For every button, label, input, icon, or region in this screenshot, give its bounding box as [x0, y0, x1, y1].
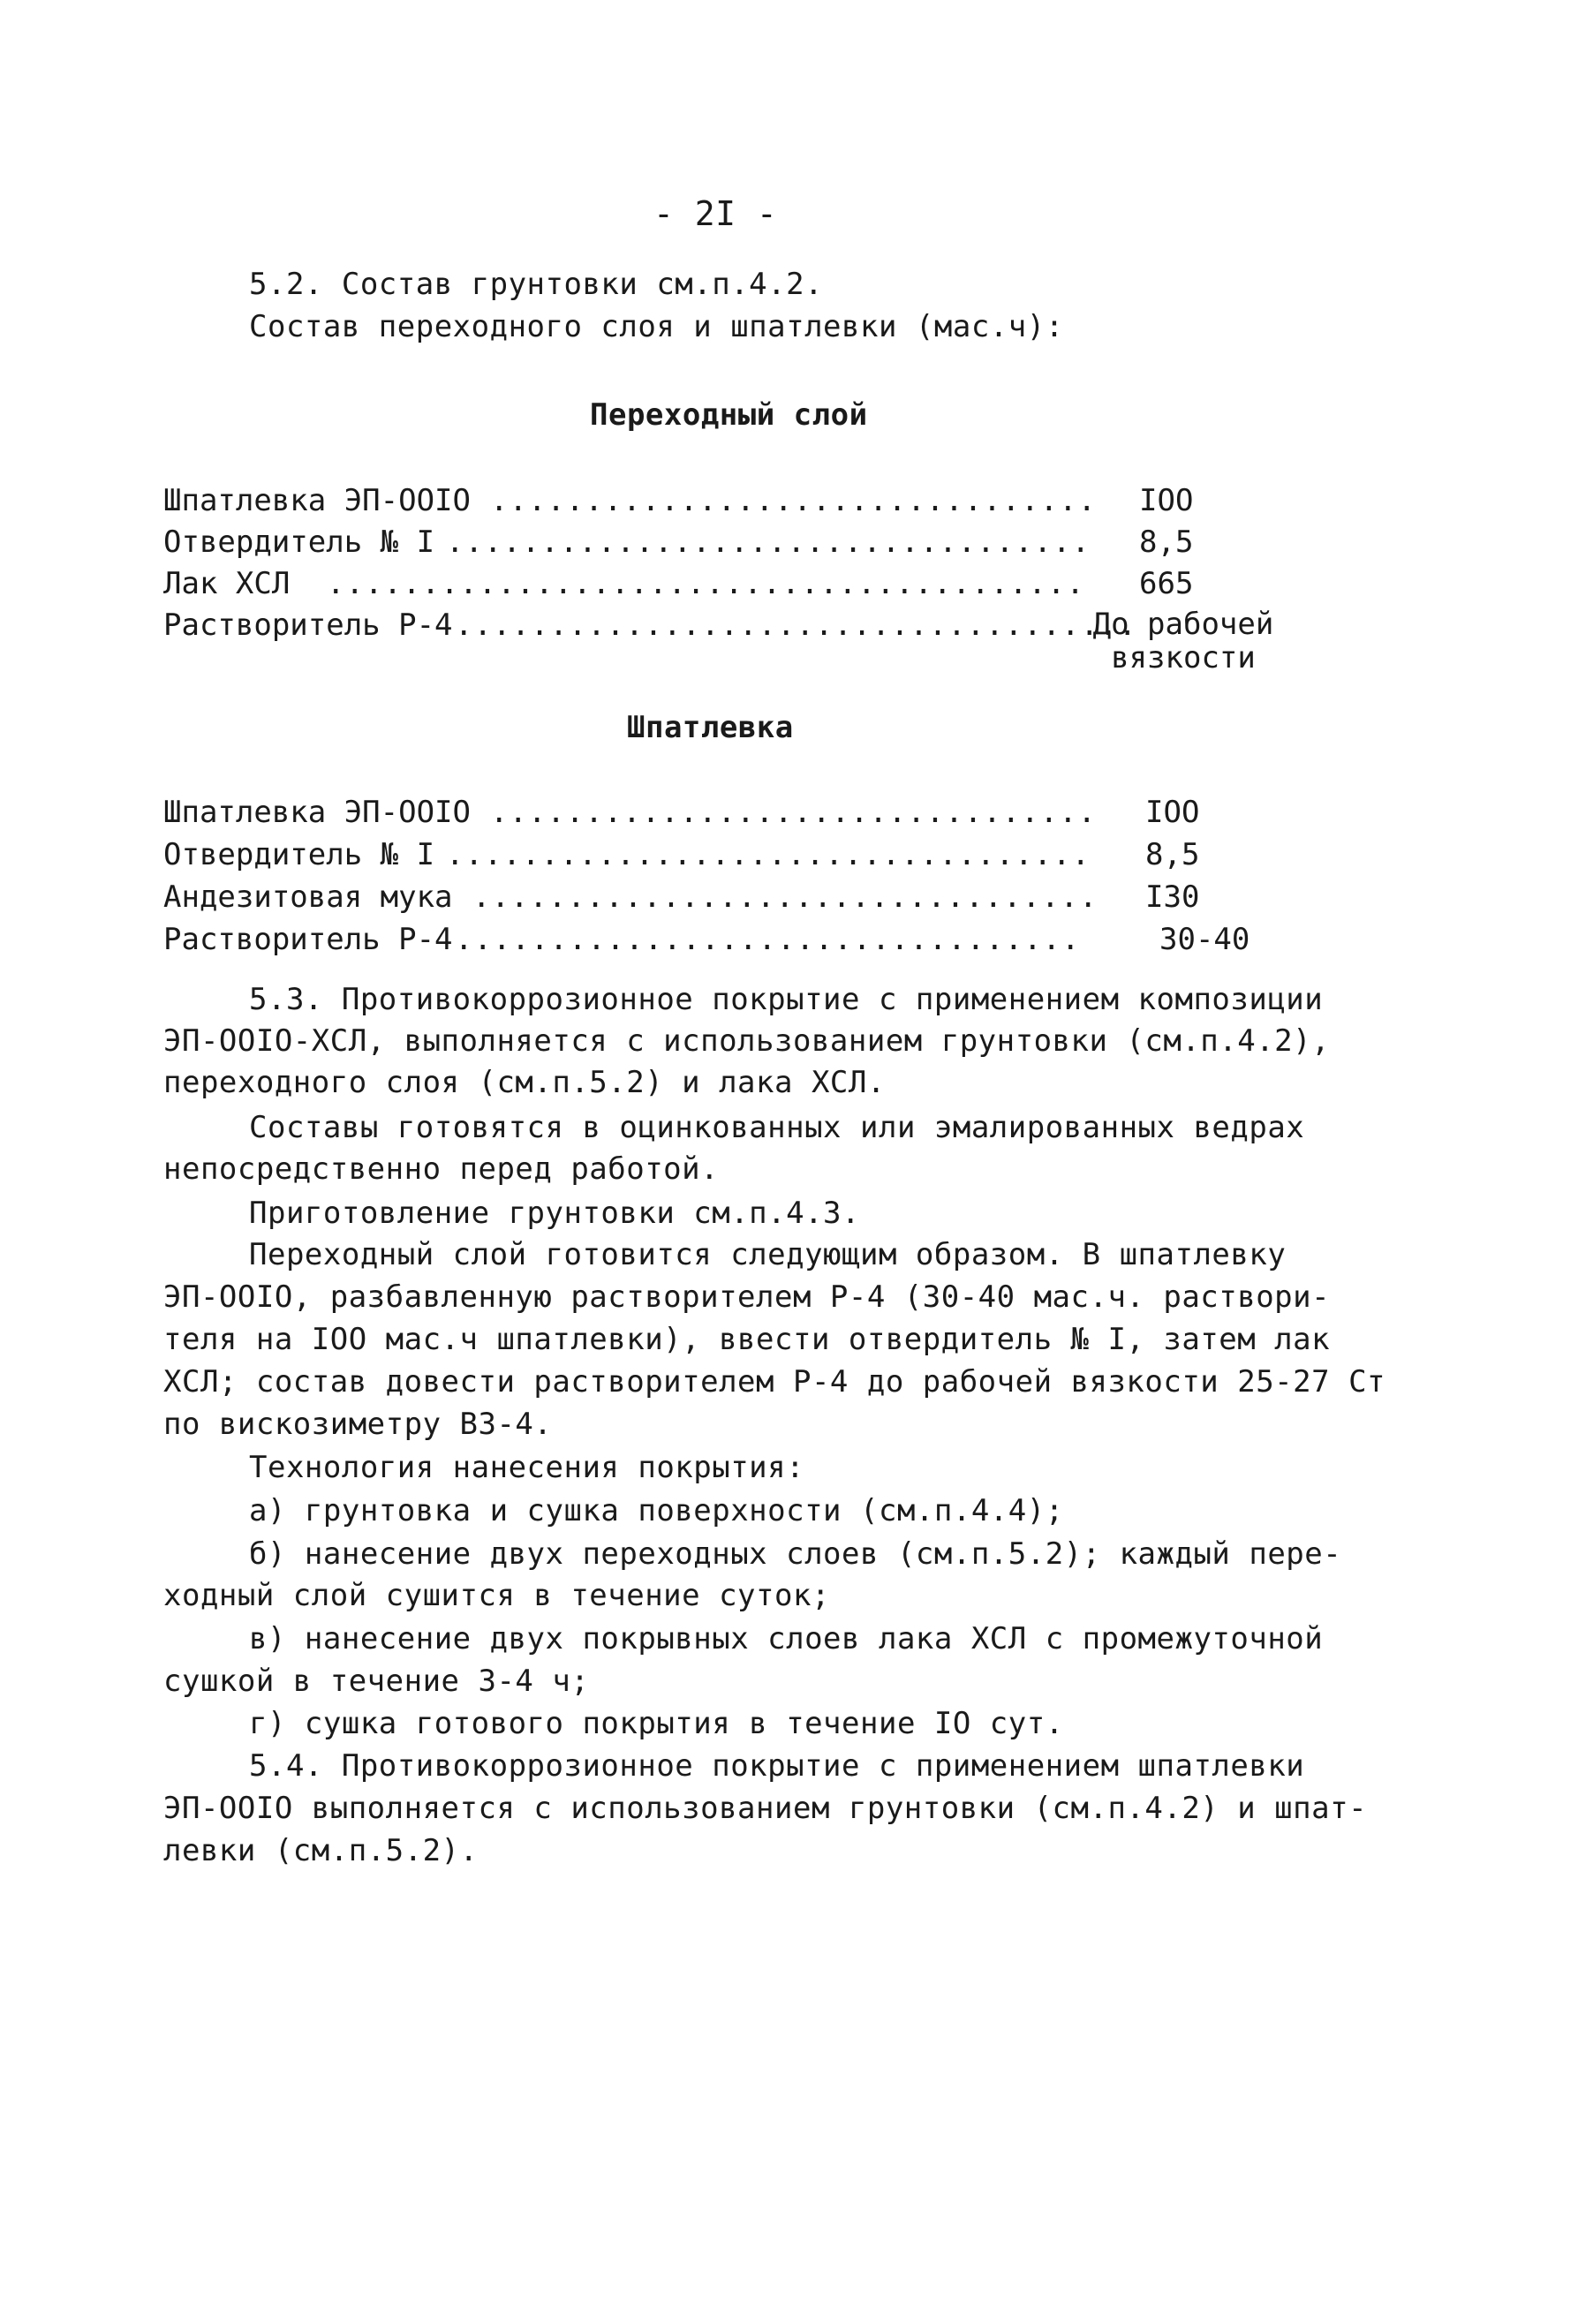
recipe-value: IOO [1139, 483, 1194, 518]
recipe-row [163, 918, 1276, 961]
recipe-value-line-2: вязкости [1111, 640, 1256, 675]
recipe-value-line-1: До рабочей [1092, 607, 1274, 642]
body-line: Технология нанесения покрытия: [249, 1450, 805, 1485]
recipe-row [163, 479, 1276, 522]
body-line: б) нанесение двух переходных слоев (см.п.5.2); каждый пере- [249, 1536, 1342, 1572]
body-line: Составы готовятся в оцинкованных или эмалированных ведрах [249, 1110, 1305, 1145]
body-line: непосредственно перед работой. [163, 1151, 720, 1187]
section-5-2-title: 5.2. Состав грунтовки см.п.4.2. [249, 267, 824, 302]
leader-dots: ................................. [455, 922, 1081, 957]
putty-heading: Шпатлевка [627, 710, 794, 745]
recipe-name: Растворитель Р-4 [163, 607, 453, 643]
recipe-value: 8,5 [1145, 837, 1200, 872]
recipe-name: Андезитовая мука [163, 879, 453, 915]
recipe-row [163, 791, 1276, 834]
leader-dots: ................................. [472, 879, 1098, 915]
recipe-value: 30-40 [1159, 922, 1250, 957]
leader-dots: ................................ [490, 483, 1098, 518]
recipe-name: Растворитель Р-4 [163, 922, 453, 957]
leader-dots: ........................................ [327, 566, 1085, 601]
recipe-name: Отвердитель № I [163, 837, 435, 872]
body-line: ЭП-ООIО-ХСЛ, выполняется с использованием грунтовки (см.п.4.2), [163, 1023, 1331, 1059]
body-line: левки (см.п.5.2). [163, 1833, 479, 1868]
recipe-name: Лак ХСЛ [163, 566, 291, 601]
recipe-row [163, 562, 1276, 605]
recipe-name: Шпатлевка ЭП-ООIО [163, 483, 471, 518]
recipe-value: 665 [1139, 566, 1194, 601]
leader-dots: .................................. [446, 837, 1091, 872]
body-line: Приготовление грунтовки см.п.4.3. [249, 1196, 861, 1231]
leader-dots: .................................. [446, 524, 1091, 560]
recipe-value: 8,5 [1139, 524, 1194, 560]
recipe-name: Отвердитель № I [163, 524, 435, 560]
recipe-row [163, 876, 1276, 918]
body-line: по вискозиметру ВЗ-4. [163, 1407, 553, 1442]
body-line: переходного слоя (см.п.5.2) и лака ХСЛ. [163, 1065, 886, 1100]
body-line: сушкой в течение 3-4 ч; [163, 1664, 590, 1699]
body-line: г) сушка готового покрытия в течение IO сут. [249, 1706, 1064, 1741]
leader-dots: ................................ [490, 795, 1098, 830]
recipe-row [163, 604, 1276, 683]
body-line: 5.3. Противокоррозионное покрытие с применением композиции [249, 982, 1324, 1017]
body-line: ЭП-ООIО, разбавленную растворителем Р-4 (30-40 мас.ч. раствори- [163, 1279, 1331, 1315]
transition-layer-heading: Переходный слой [590, 397, 868, 433]
page-number: - 2I - [653, 194, 778, 233]
recipe-value: I30 [1145, 879, 1200, 915]
recipe-name: Шпатлевка ЭП-ООIО [163, 795, 471, 830]
recipe-row [163, 834, 1276, 876]
body-line: а) грунтовка и сушка поверхности (см.п.4.4); [249, 1493, 1064, 1528]
body-line: теля на IOO мас.ч шпатлевки), ввести отвердитель № I, затем лак [163, 1322, 1331, 1357]
recipe-value: IOO [1145, 795, 1200, 830]
section-5-2-subtitle: Состав переходного слоя и шпатлевки (мас.ч): [249, 309, 1064, 344]
body-line: ходный слой сушится в течение суток; [163, 1578, 830, 1613]
body-line: 5.4. Противокоррозионное покрытие с применением шпатлевки [249, 1748, 1305, 1784]
body-line: ЭП-ООIО выполняется с использованием грунтовки (см.п.4.2) и шпат- [163, 1791, 1368, 1826]
leader-dots: .................................... [455, 607, 1137, 643]
recipe-row [163, 521, 1276, 563]
body-line: в) нанесение двух покрывных слоев лака ХСЛ с промежуточной [249, 1621, 1324, 1656]
body-line: ХСЛ; состав довести растворителем Р-4 до рабочей вязкости 25-27 Ст [163, 1364, 1386, 1400]
recipe-value [1091, 607, 1276, 675]
body-line: Переходный слой готовится следующим образом. В шпатлевку [249, 1237, 1287, 1272]
